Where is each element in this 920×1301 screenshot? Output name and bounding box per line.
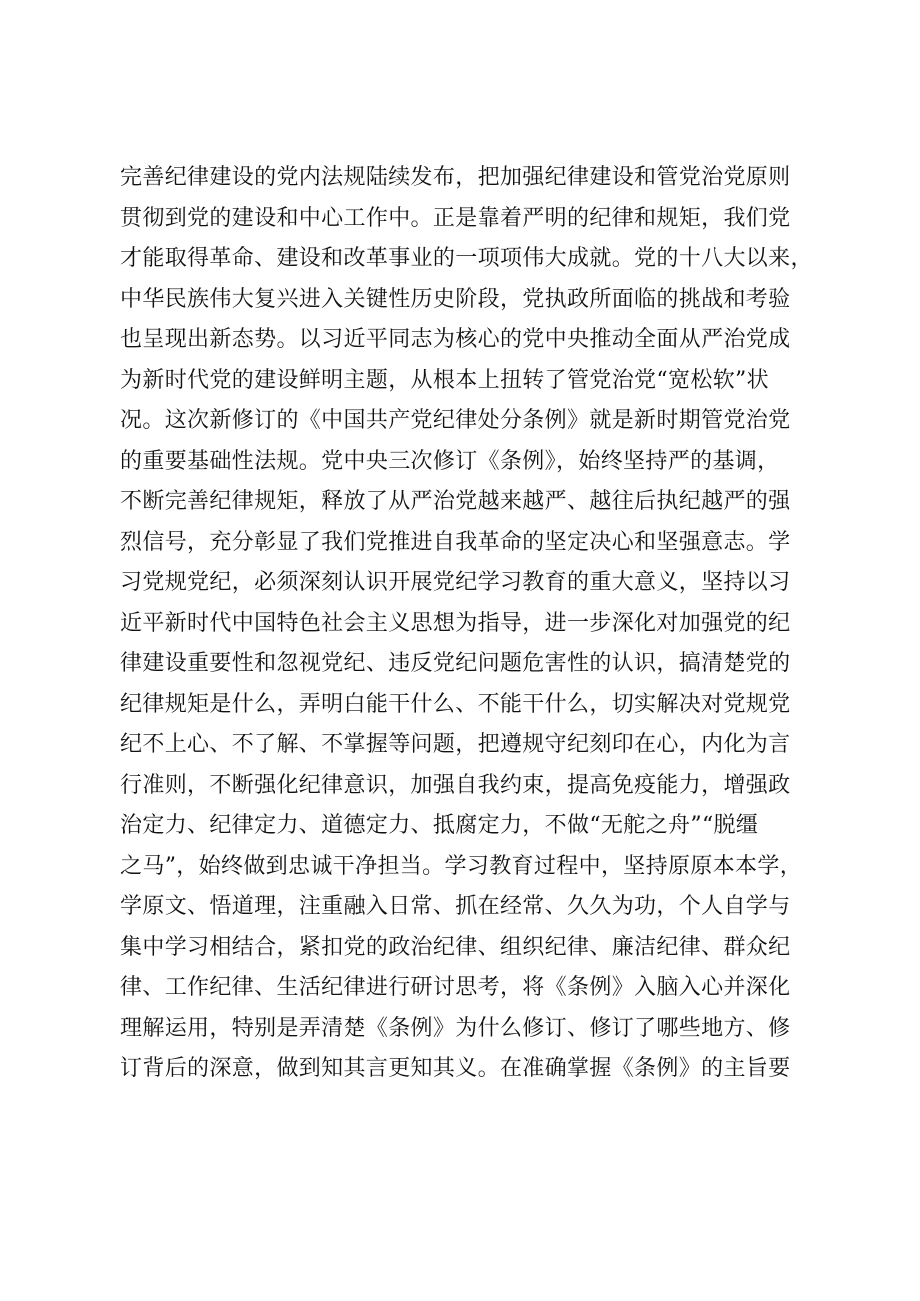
text-line: 习党规党纪，必须深刻认识开展党纪学习教育的重大意义，坚持以习 xyxy=(120,570,791,595)
text-line: 也呈现出新态势。以习近平同志为核心的党中央推动全面从严治党成 xyxy=(120,327,791,352)
text-line: 完善纪律建设的党内法规陆续发布，把加强纪律建设和管党治党原则 xyxy=(120,165,791,190)
text-line: 不断完善纪律规矩，释放了从严治党越来越严、越往后执纪越严的强 xyxy=(120,489,791,514)
text-line: 才能取得革命、建设和改革事业的一项项伟大成就。党的十八大以来， xyxy=(120,246,813,271)
text-line: 近平新时代中国特色社会主义思想为指导，进一步深化对加强党的纪 xyxy=(120,610,791,636)
text-line: 之马”，始终做到忠诚干净担当。学习教育过程中，坚持原原本本学， xyxy=(120,853,803,879)
text-line: 行准则，不断强化纪律意识，加强自我约束，提高免疫能力，增强政 xyxy=(120,772,791,798)
text-line: 理解运用，特别是弄清楚《条例》为什么修订、修订了哪些地方、修 xyxy=(120,1015,791,1041)
text-line: 的重要基础性法规。党中央三次修订《条例》，始终坚持严的基调， xyxy=(120,448,780,474)
text-line: 为新时代党的建设鲜明主题，从根本上扭转了管党治党“宽松软”状 xyxy=(120,367,769,393)
text-line: 律建设重要性和忽视党纪、违反党纪问题危害性的认识，搞清楚党的 xyxy=(120,651,791,676)
text-line: 纪律规矩是什么，弄明白能干什么、不能干什么，切实解决对党规党 xyxy=(120,691,791,717)
text-line: 贯彻到党的建设和中心工作中。正是靠着严明的纪律和规矩，我们党 xyxy=(120,205,791,231)
text-line: 集中学习相结合，紧扣党的政治纪律、组织纪律、廉洁纪律、群众纪 xyxy=(120,934,791,960)
text-line: 况。这次新修订的《中国共产党纪律处分条例》就是新时期管党治党 xyxy=(120,408,791,433)
body-paragraph xyxy=(120,158,820,1090)
text-line: 治定力、纪律定力、道德定力、抵腐定力，不做“无舵之舟”“脱缰 xyxy=(120,813,759,838)
text-line: 烈信号，充分彰显了我们党推进自我革命的坚定决心和坚强意志。学 xyxy=(120,529,791,555)
text-line: 纪不上心、不了解、不掌握等问题，把遵规守纪刻印在心，内化为言 xyxy=(120,732,791,757)
text-line: 订背后的深意，做到知其言更知其义。在准确掌握《条例》的主旨要 xyxy=(120,1056,791,1081)
text-line: 中华民族伟大复兴进入关键性历史阶段，党执政所面临的挑战和考验 xyxy=(120,286,791,312)
text-line: 学原文、悟道理，注重融入日常、抓在经常、久久为功，个人自学与 xyxy=(120,894,791,919)
text-line: 律、工作纪律、生活纪律进行研讨思考，将《条例》入脑入心并深化 xyxy=(120,975,791,1000)
